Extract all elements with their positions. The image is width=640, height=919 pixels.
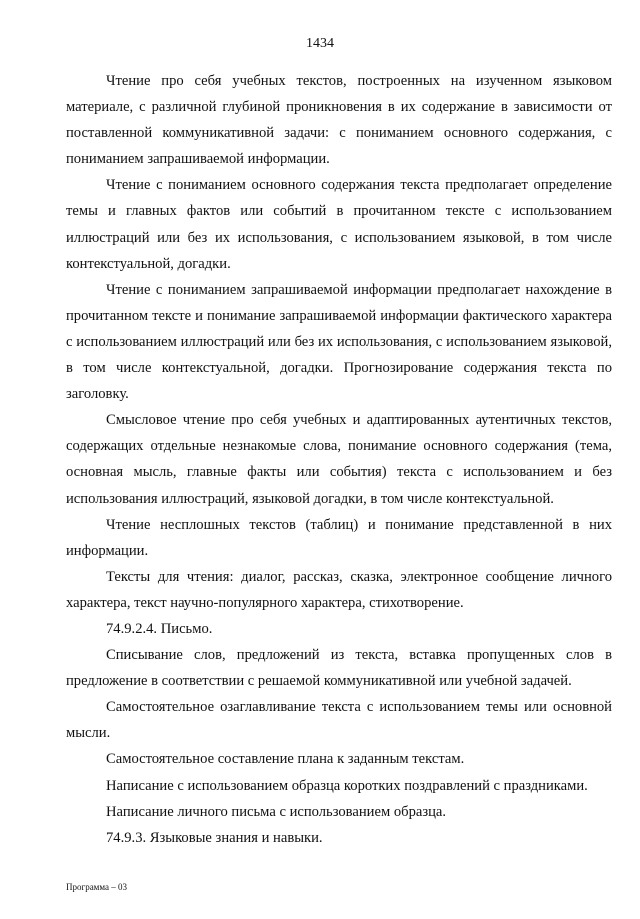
- paragraph-reading-silent: Чтение про себя учебных текстов, построенных на изученном языковом материале, с различной глубиной проникновения в их содержание в зависимости от поставленной коммуникативной задачи: с пониманием основного содержания, с пониманием запрашиваемой информации.: [66, 73, 612, 168]
- paragraph-semantic-reading: Смысловое чтение про себя учебных и адаптированных аутентичных текстов, содержащих отдельные незнакомые слова, понимание основного содержания (тема, основная мысль, главные факты или события) текста с использованием и без использования иллюстраций, языковой догадки, в том числе контекстуальной.: [66, 412, 612, 507]
- body-text: [66, 68, 612, 851]
- section-heading-writing: 74.9.2.4. Письмо.: [106, 620, 213, 637]
- paragraph-reading-requested-info: Чтение с пониманием запрашиваемой информации предполагает нахождение в прочитанном тексте и понимание запрашиваемой информации фактического характера с использованием иллюстраций или без их использования, с использованием языковой, в том числе контекстуальной, догадки. Прогнозирование содержания текста по заголовку.: [66, 281, 612, 403]
- footer-program-label: Программа – 03: [66, 882, 128, 892]
- page-number: 1434: [306, 36, 334, 51]
- paragraph-greetings: Написание с использованием образца коротких поздравлений с праздниками.: [106, 777, 588, 794]
- paragraph-plan-composition: Самостоятельное составление плана к заданным текстам.: [106, 751, 465, 768]
- paragraph-reading-main-content: Чтение с пониманием основного содержания текста предполагает определение темы и главных фактов или событий в прочитанном тексте с использованием иллюстраций или без их использования, с использованием языковой, в том числе контекстуальной, догадки.: [66, 177, 612, 272]
- paragraph-non-continuous-texts: Чтение несплошных текстов (таблиц) и понимание представленной в них информации.: [66, 516, 612, 559]
- paragraph-personal-letter: Написание личного письма с использованием образца.: [106, 803, 447, 820]
- paragraph-copying-words: Списывание слов, предложений из текста, вставка пропущенных слов в предложение в соответствии с решаемой коммуникативной или учебной задачей.: [66, 647, 612, 690]
- section-heading-language-knowledge: 74.9.3. Языковые знания и навыки.: [106, 829, 323, 846]
- paragraph-titling-text: Самостоятельное озаглавливание текста с использованием темы или основной мысли.: [66, 699, 612, 742]
- paragraph-texts-for-reading: Тексты для чтения: диалог, рассказ, сказка, электронное сообщение личного характера, текст научно-популярного характера, стихотворение.: [66, 568, 612, 611]
